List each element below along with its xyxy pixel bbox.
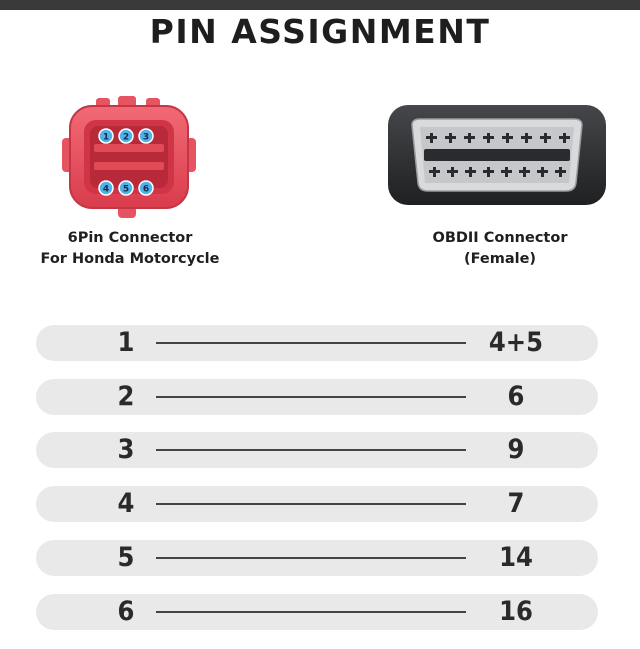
pin-map-line (156, 611, 466, 613)
pin-map-to: 7 (507, 488, 525, 519)
pin-map-row-4 (36, 486, 598, 522)
left-caption-line-1: 6Pin Connector (67, 230, 193, 246)
left-caption-line-2: For Honda Motorcycle (40, 251, 220, 267)
pin-map-to: 4+5 (488, 327, 544, 358)
pin-map-to: 6 (507, 381, 525, 412)
pin-map-from: 6 (117, 596, 135, 627)
pin-map-row-6 (36, 594, 598, 630)
pin-map-from: 1 (117, 327, 135, 358)
pin-map-from: 2 (117, 381, 135, 412)
right-connector-caption (395, 228, 605, 270)
right-caption-line-2: (Female) (463, 251, 537, 267)
page-title: PIN ASSIGNMENT (149, 12, 491, 51)
right-caption-line-1: OBDII Connector (432, 230, 568, 246)
pin-map-from: 3 (117, 434, 135, 465)
pin-map-to: 14 (499, 542, 533, 573)
pin-label-3: 3 (142, 132, 150, 143)
pin-map-row-2 (36, 379, 598, 415)
pin-label-1: 1 (102, 132, 110, 143)
pin-map-row-1 (36, 325, 598, 361)
pin-map-row-3 (36, 432, 598, 468)
pin-map-from: 5 (117, 542, 135, 573)
pin-label-2: 2 (122, 132, 130, 143)
pin-map-to: 16 (499, 596, 533, 627)
honda-6pin-connector (60, 96, 200, 220)
pin-label-5: 5 (122, 184, 130, 195)
pin-map-from: 4 (117, 488, 135, 519)
pin-map-line (156, 396, 466, 398)
pin-label-4: 4 (102, 184, 110, 195)
left-connector-caption (20, 228, 240, 270)
pin-map-row-5 (36, 540, 598, 576)
pin-map-line (156, 449, 466, 451)
pin-map-to: 9 (507, 434, 525, 465)
pin-map-line (156, 503, 466, 505)
top-bar (0, 0, 640, 10)
pin-map-line (156, 342, 466, 344)
pin-map-line (156, 557, 466, 559)
obd2-female-connector (386, 103, 608, 207)
pin-label-6: 6 (142, 184, 150, 195)
